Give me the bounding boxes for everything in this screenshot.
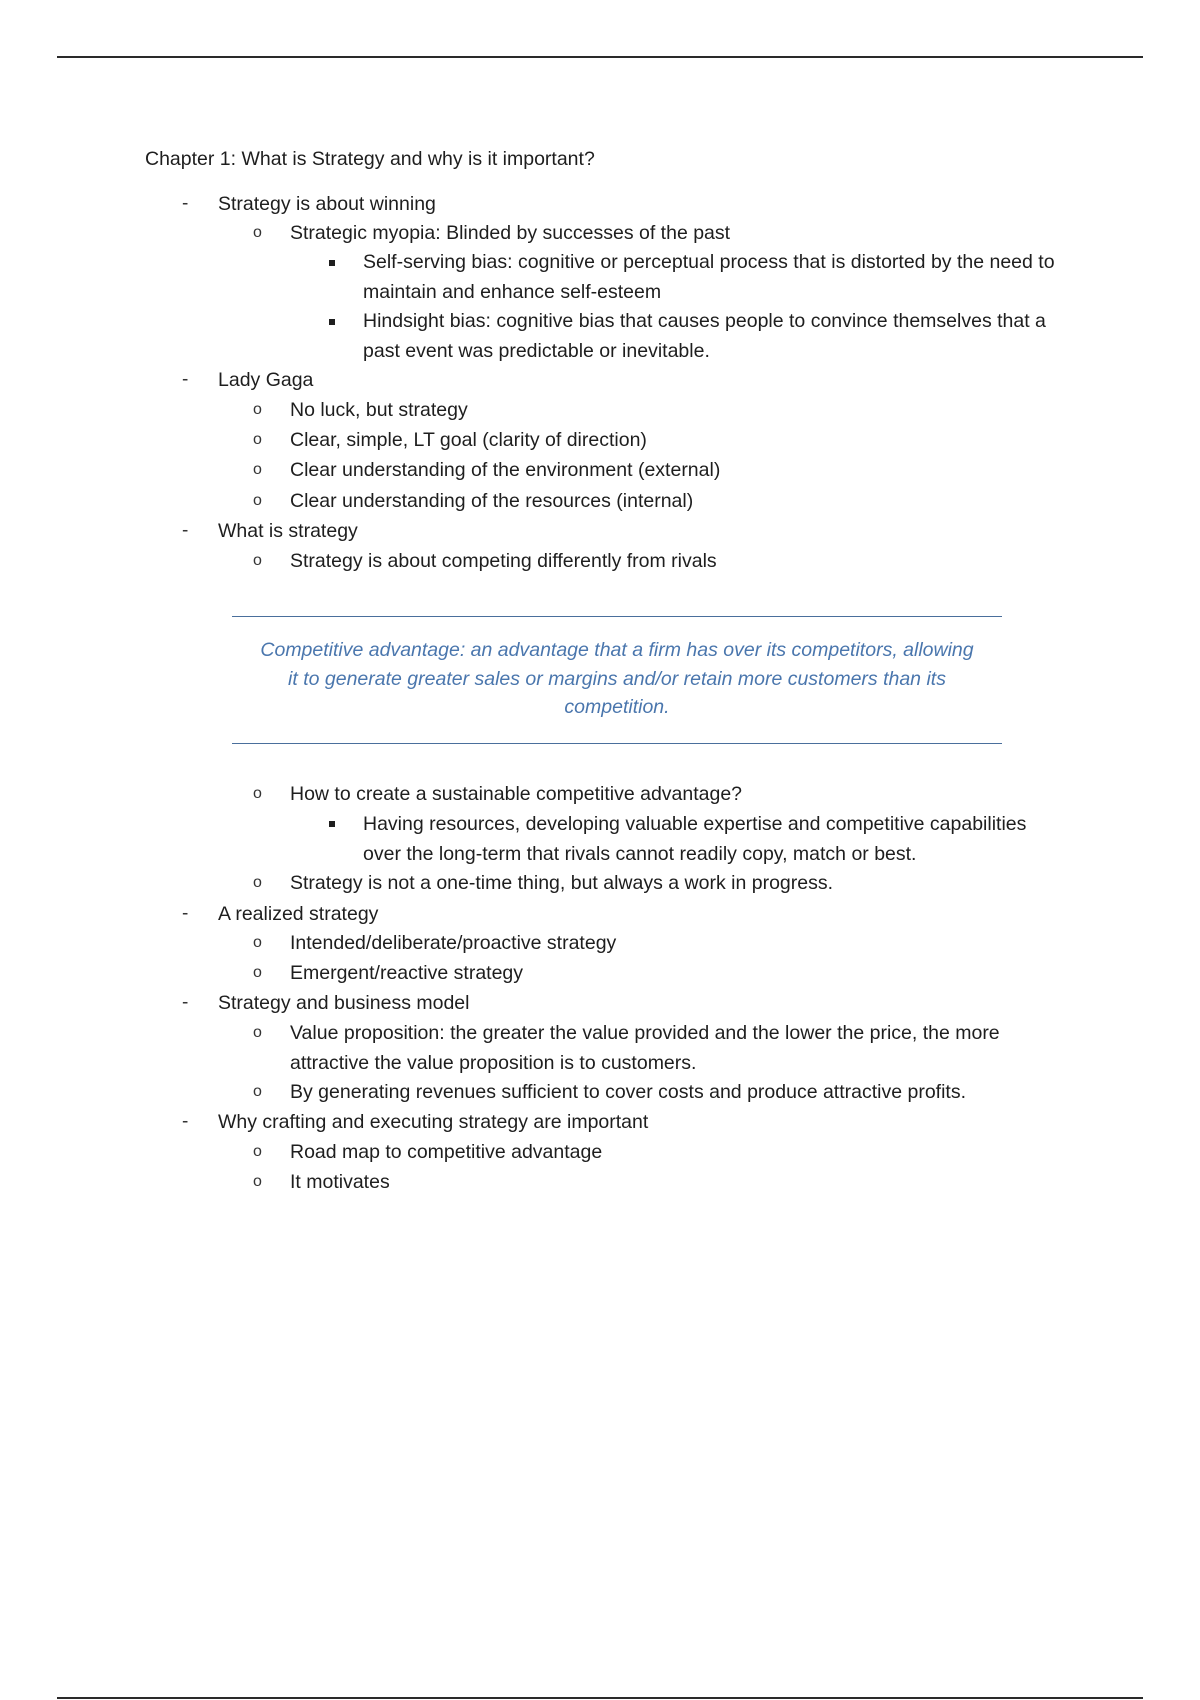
circle-bullet: o [253,492,262,509]
list-item: By generating revenues sufficient to cover costs and produce attractive profits. [290,1081,967,1103]
list-item: A realized strategy [218,903,379,925]
square-bullet-icon [329,319,335,325]
list-item-continuation: maintain and enhance self-esteem [363,281,662,303]
list-item-continuation: attractive the value proposition is to customers. [290,1052,697,1074]
list-item: Strategy is not a one-time thing, but always a work in progress. [290,872,834,894]
circle-bullet: o [253,401,262,418]
circle-bullet: o [253,874,262,891]
quote-bottom-rule [232,743,1002,744]
list-item: Emergent/reactive strategy [290,962,524,984]
circle-bullet: o [253,1024,262,1041]
dash-bullet: - [182,193,189,214]
dash-bullet: - [182,903,189,924]
list-item: Clear understanding of the resources (internal) [290,490,694,512]
list-item: Value proposition: the greater the value provided and the lower the price, the more [290,1022,1000,1044]
definition-quote [232,636,1002,722]
square-bullet-icon [329,260,335,266]
dash-bullet: - [182,1111,189,1132]
circle-bullet: o [253,934,262,951]
list-item: Self-serving bias: cognitive or perceptual process that is distorted by the need to [363,251,1055,273]
dash-bullet: - [182,992,189,1013]
list-item: Strategy is about competing differently from rivals [290,550,717,572]
top-border-rule [57,56,1143,58]
circle-bullet: o [253,431,262,448]
chapter-heading: Chapter 1: What is Strategy and why is it important? [145,148,595,170]
quote-top-rule [232,616,1002,617]
circle-bullet: o [253,785,262,802]
quote-line: it to generate greater sales or margins and/or retain more customers than its [288,667,946,690]
circle-bullet: o [253,224,262,241]
square-bullet-icon [329,821,335,827]
quote-line: competition. [564,696,670,718]
bottom-border-rule [57,1697,1143,1699]
list-item-continuation: over the long-term that rivals cannot readily copy, match or best. [363,843,917,865]
circle-bullet: o [253,461,262,478]
list-item: Lady Gaga [218,369,314,391]
list-item: Strategic myopia: Blinded by successes of the past [290,222,731,244]
list-item: Clear, simple, LT goal (clarity of direction) [290,429,647,451]
list-item: Road map to competitive advantage [290,1141,603,1163]
list-item: Hindsight bias: cognitive bias that causes people to convince themselves that a [363,310,1046,332]
list-item: How to create a sustainable competitive advantage? [290,783,743,805]
list-item: Strategy is about winning [218,193,436,215]
dash-bullet: - [182,520,189,541]
list-item: No luck, but strategy [290,399,468,421]
circle-bullet: o [253,964,262,981]
list-item-continuation: past event was predictable or inevitable. [363,340,710,362]
circle-bullet: o [253,1083,262,1100]
list-item: Intended/deliberate/proactive strategy [290,932,617,954]
list-item: Strategy and business model [218,992,470,1014]
quote-line: Competitive advantage: an advantage that a firm has over its competitors, allowing [260,639,974,661]
list-item: Why crafting and executing strategy are important [218,1111,649,1133]
circle-bullet: o [253,1173,262,1190]
circle-bullet: o [253,552,262,569]
dash-bullet: - [182,369,189,390]
circle-bullet: o [253,1143,262,1160]
list-item: Having resources, developing valuable expertise and competitive capabilities [363,813,1027,835]
list-item: What is strategy [218,520,358,542]
list-item: It motivates [290,1171,390,1193]
list-item: Clear understanding of the environment (external) [290,459,721,481]
